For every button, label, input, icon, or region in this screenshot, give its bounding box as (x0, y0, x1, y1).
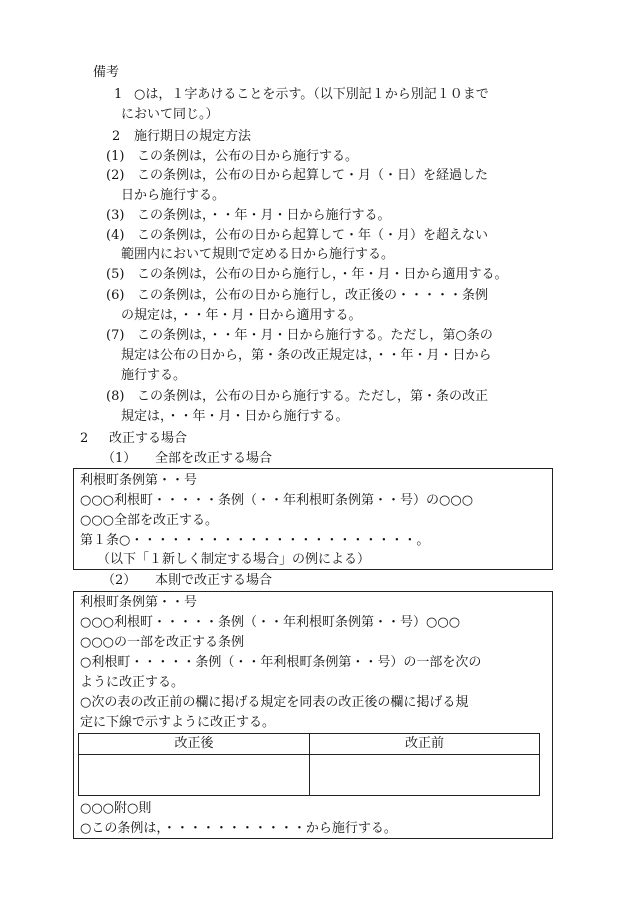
sub2-box-line: ○○○利根町・・・・・条例（・・年利根町条例第・・号）○○○ (80, 615, 461, 630)
table-header-after: 改正後 (174, 736, 214, 751)
item-2-number: (2) (106, 168, 125, 183)
note2-number: 2 (112, 129, 121, 144)
note1-line1: ○は，１字あけることを示す。（以下別記１から別記１０まで (134, 87, 489, 102)
item-2-line: この条例は，公布の日から起算して・月（・日）を経過した (137, 168, 489, 183)
item-7-line: この条例は，・・年・月・日から施行する。ただし，第○条の (137, 328, 493, 343)
sub2-title: 本則で改正する場合 (155, 573, 273, 588)
comparison-table (78, 733, 540, 796)
item-4-line: この条例は，公布の日から起算して・年（・月）を超えない (137, 228, 489, 243)
sub1-number: （1） (102, 451, 137, 466)
item-8-line: 規定は，・・年・月・日から施行する。 (121, 409, 349, 424)
note1-number: 1 (114, 87, 123, 102)
item-6-number: (6) (106, 288, 125, 303)
sub2-number: （2） (102, 573, 137, 588)
sub2-box-line: ○次の表の改正前の欄に掲げる規定を同表の改正後の欄に掲げる規 (80, 695, 469, 710)
section2-title: 改正する場合 (109, 431, 188, 446)
item-4-number: (4) (106, 228, 125, 243)
item-2-line: 日から施行する。 (121, 188, 226, 203)
note2-title: 施行期日の規定方法 (134, 129, 252, 144)
sub1-box-line: 利根町条例第・・号 (80, 473, 198, 488)
sub2-box-line: ○利根町・・・・・条例（・・年利根町条例第・・号）の一部を次の (80, 655, 482, 670)
item-3-line: この条例は，・・年・月・日から施行する。 (137, 208, 391, 223)
sub2-supplementary-line: ○この条例は，・・・・・・・・・・・から施行する。 (80, 821, 397, 836)
item-7-line: 施行する。 (121, 368, 187, 383)
sub1-title: 全部を改正する場合 (155, 451, 273, 466)
sub1-box-line: ○○○全部を改正する。 (80, 513, 219, 528)
item-6-line: の規定は，・・年・月・日から適用する。 (121, 308, 362, 323)
sub2-box-line: ように改正する。 (80, 675, 185, 690)
item-6-line: この条例は，公布の日から施行し，改正後の・・・・・条例 (137, 288, 489, 303)
item-7-line: 規定は公布の日から，第・条の改正規定は，・・年・月・日から (121, 348, 492, 363)
sub2-supplementary-line: ○○○附○則 (80, 801, 152, 816)
sub1-box-line: ○○○利根町・・・・・条例（・・年利根町条例第・・号）の○○○ (80, 493, 474, 508)
item-8-number: (8) (106, 389, 125, 404)
item-1-number: (1) (106, 149, 125, 164)
table-header-before: 改正前 (404, 736, 444, 751)
item-7-number: (7) (106, 328, 125, 343)
item-1-line: この条例は，公布の日から施行する。 (137, 149, 359, 164)
sub1-box-line: （以下「１新しく制定する場合」の例による） (97, 552, 371, 567)
bikou-heading: 備考 (93, 65, 120, 80)
sub1-box-line: 第１条○・・・・・・・・・・・・・・・・・・・・・・。 (80, 533, 430, 548)
item-5-number: (5) (106, 267, 125, 282)
note1-line2: において同じ。） (121, 107, 219, 122)
item-5-line: この条例は，公布の日から施行し，・年・月・日から適用する。 (137, 267, 508, 282)
section2-number: 2 (80, 431, 89, 446)
sub2-box-line: ○○○の一部を改正する条例 (80, 635, 245, 650)
item-4-line: 範囲内において規則で定める日から施行する。 (121, 247, 395, 262)
sub2-box-line: 利根町条例第・・号 (80, 595, 198, 610)
item-8-line: この条例は，公布の日から施行する。ただし，第・条の改正 (137, 389, 489, 404)
item-3-number: (3) (106, 208, 125, 223)
sub2-box-line: 定に下線で示すように改正する。 (80, 715, 276, 730)
